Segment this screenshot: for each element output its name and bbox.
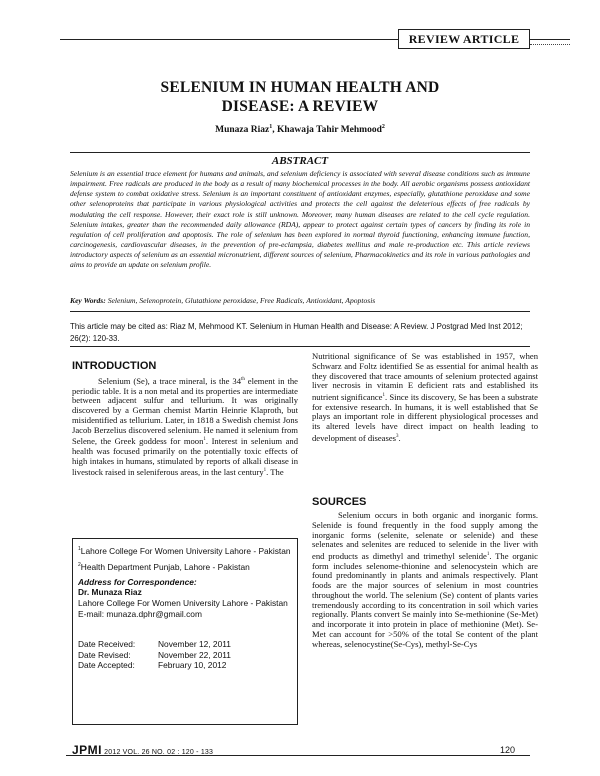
page-number: 120 [500, 745, 516, 755]
title-line-1: SELENIUM IN HUMAN HEALTH AND [160, 79, 440, 96]
date-accepted [78, 660, 292, 671]
correspondence-title: Address for Correspondence: [78, 576, 197, 587]
introduction-paragraph [72, 375, 298, 478]
article-type-tag: REVIEW ARTICLE [398, 29, 530, 49]
nutri-text-3: . [398, 432, 401, 443]
header-rule-right [530, 39, 570, 40]
keywords-text: Selenium, Selenoprotein, Glutathione peroxidase, Free Radicals, Antioxidant, Apoptosis [105, 296, 376, 305]
author-2-affil: 2 [381, 124, 385, 130]
nutri-text-1: Nutritional significance of Se was established in 1957, when Schwarz and Foltz identified Se as essential for animal health as they discovered that trace amounts of selenium protected against liver necrosis in vitamin E deficient rats and established its nutrient significance [312, 351, 538, 402]
affil-1-sup: 1 [78, 546, 81, 552]
introduction-heading: INTRODUCTION [72, 360, 157, 372]
nutri-text-2: . Since its discovery, Se has been a substrate for extensive research. In humans, it is well established that Se plays an important role in different physiological processes and its altered levels have direct impact on health leading to development of diseases [312, 391, 538, 443]
intro-sup-1: th [241, 377, 245, 382]
correspondence-name: Dr. Munaza Riaz [78, 587, 142, 598]
abstract-text: Selenium is an essential trace element for humans and animals, and selenium deficiency is associated with several disease conditions such as immune impairment. Free radicals are produced in the body as a result of many biochemical processes in the body. All aerobic organisms possess antioxidant defense system to combat oxidative stress. Selenium is an important constituent of antioxidant enzymes, especially, glutathione peroxidase and some other selenoproteins that participate in various physiological activities and protects the cell against the deleterious effects of free radicals by modulating the cell response. However, their exact role is still unknown. Moreover, many human diseases are related to the cell cycle regulation. Selenium intakes, greater than the recommended daily allowance (RDA), appear to protect against certain types of cancers by finding its role in regulation of cell proliferation and apoptosis. The role of selenium has been explored in normal thyroid functioning, enhancing immune function, carcinogenesis, cardiovascular diseases, in the prevention of pre-eclampsia, diabetes mellitus and male re-production etc. This article reviews introductory aspects of selenium as an essential micronutrient, different sources of selenium, Pharmacokinetics and its role in various pathologies and aims to provide an update on selenium profile. [70, 169, 530, 270]
abstract-heading: ABSTRACT [70, 152, 530, 168]
date-accepted-label: Date Accepted: [78, 660, 135, 671]
intro-text-1: Selenium (Se), a trace mineral, is the 34 [98, 375, 241, 386]
keywords [70, 296, 530, 306]
keywords-rule [70, 311, 530, 312]
citation-text: This article may be cited as: Riaz M, Mehmood KT. Selenium in Human Health and Disease: A Review. J Postgrad Med Inst 2012; 26(2): 120-33. [70, 322, 523, 343]
affil-2-text: Health Department Punjab, Lahore - Pakistan [80, 562, 250, 573]
correspondence-address: Lahore College For Women University Lahore - Pakistan [78, 597, 288, 608]
intro-ref-1: 1 [203, 437, 206, 443]
date-revised-value: November 22, 2011 [158, 649, 231, 660]
author-2: Khawaja Tahir Mehmood [276, 125, 382, 136]
date-received [78, 639, 292, 650]
header-rule-left [60, 39, 398, 40]
intro-text-2: element in the periodic table. It is a non metal and its properties are intermediate between adjacent sulfur and tellurium. It was originally discovered by a German chemist Martin Heinrie Klaproth, but misidentified as tellurium. Later, in 1818 a Swedish chemist Jons Jacob Berzelius discovered selenium. He named it selenium from Selene, the Greek goddess for moon [72, 375, 298, 447]
intro-text-3: . Interest in selenium and health was focused primarily on the potentially toxic effects of high intakes in humans, stimulated by reports of alkali disease in livestock raised in seleniferous areas, in the last century [72, 436, 298, 478]
citation-rule [70, 346, 530, 347]
date-revised [78, 650, 292, 661]
nutri-ref-2: 3 [396, 433, 399, 439]
journal-issue: 2012 VOL. 26 NO. 02 : 120 - 133 [102, 749, 214, 756]
author-1-affil: 1 [269, 124, 273, 130]
sources-heading: SOURCES [312, 496, 367, 508]
nutrition-paragraph [312, 352, 538, 443]
intro-ref-2: 1 [263, 468, 267, 474]
manuscript-dates [78, 639, 292, 671]
affiliation-2 [78, 560, 292, 572]
sources-paragraph [312, 511, 538, 649]
author-1: Munaza Riaz [215, 125, 270, 136]
affil-2-sup: 2 [78, 562, 81, 569]
article-title [70, 78, 530, 116]
affiliation-box [72, 538, 298, 725]
footer-rule [66, 755, 530, 756]
title-line-2: DISEASE: A REVIEW [221, 98, 379, 115]
sources-text-1: Selenium occurs in both organic and inorganic forms. Selenide is found frequently in the food supply among the inorganic forms (selenite, selenate or selenide) and these selenates and selenites are reduced to selenide in the liver with end products as dimethyl and trimethyl selenide [312, 510, 538, 561]
intro-text-4: . The [266, 467, 284, 478]
affiliation-1 [78, 544, 292, 556]
nutri-ref-1: 1 [382, 393, 385, 398]
sources-ref-1: 1 [486, 552, 490, 557]
correspondence-email: E-mail: munaza.dphr@gmail.com [78, 608, 202, 619]
sources-text-2: . The organic form includes selenome-thionine and selenocystein which are found predominantly in plants and animals respectively. Plant foods are the major sources of selenium in most countries throughout the world. The selenium (Se) content of plants varies tremendously according to its concentration in soil which varies regionally. Plants convert Se mainly into Se-methionine (Se-Met) and incorporate it into protein in place of methionine (Met). Se-Met can account for >50% of the total Se content of the plant whereas, selenocystine(Se-Cys), methyl-Se-Cys [312, 550, 538, 649]
journal-abbrev: JPMI [72, 743, 103, 757]
date-accepted-value: February 10, 2012 [158, 660, 227, 671]
header-dotted-rule [530, 44, 570, 45]
author-separator: , [272, 125, 277, 136]
date-received-value: November 12, 2011 [158, 639, 231, 650]
author-list [70, 124, 530, 135]
date-received-label: Date Received: [78, 639, 136, 650]
date-revised-label: Date Revised: [78, 649, 131, 660]
keywords-label: Key Words: [70, 296, 106, 305]
affil-1-text: Lahore College For Women University Lahore - Pakistan [80, 545, 291, 556]
